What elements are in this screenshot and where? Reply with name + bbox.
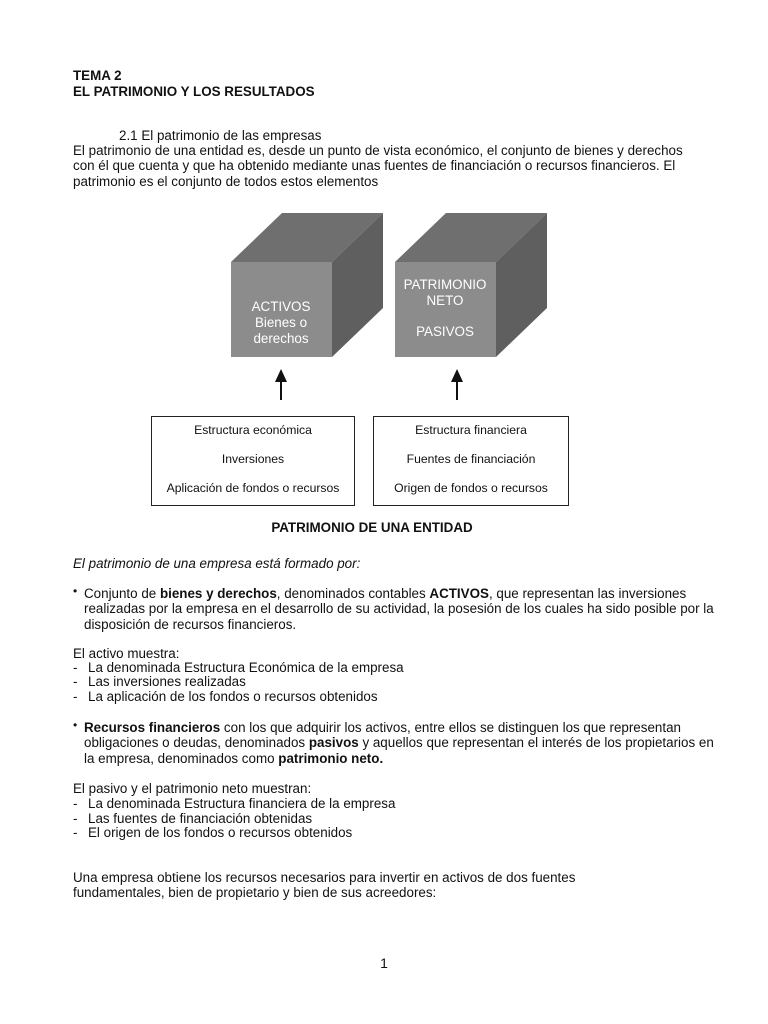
intro-paragraph: El patrimonio de una entidad es, desde un punto de vista económico, el conjunto de bienes y derechos con él que cuenta y que ha obtenido mediante unas fuentes de financiación o recursos financieros. El patrimonio es el conjunto de todos estos elementos	[73, 143, 683, 189]
cube-patrimonio-line3: PASIVOS	[416, 324, 474, 339]
doc-title: EL PATRIMONIO Y LOS RESULTADOS	[73, 84, 315, 99]
cube-activos-line3: derechos	[253, 331, 309, 346]
box-left-line1: Estructura económica	[194, 423, 312, 437]
activo-heading: El activo muestra:	[73, 646, 180, 661]
bullet-mark: •	[73, 718, 78, 732]
box-estructura-financiera	[373, 416, 569, 506]
box-left-line2: Inversiones	[221, 452, 285, 466]
doc-tema: TEMA 2	[73, 68, 122, 83]
cube-activos	[231, 213, 383, 357]
closing-paragraph: Una empresa obtiene los recursos necesarios para invertir en activos de dos fuentes fundamentales, bien de propietario y bien de sus acreedores:	[73, 870, 576, 901]
arrow-up-left-icon	[275, 369, 287, 400]
bold-bienes-derechos: bienes y derechos	[159, 586, 277, 601]
bold-pasivos: pasivos	[308, 735, 359, 751]
cube-patrimonio-line2: NETO	[426, 293, 464, 308]
cube-activos-line1: ACTIVOS	[251, 299, 311, 314]
cube-patrimonio-line1: PATRIMONIO	[403, 277, 487, 292]
bold-activos: ACTIVOS	[429, 586, 489, 601]
cube-activos-line2: Bienes o	[254, 315, 308, 330]
patrimonio-diagram	[200, 205, 570, 405]
arrow-up-right-icon	[451, 369, 463, 400]
bullet-mark: •	[73, 584, 78, 598]
diagram-caption: PATRIMONIO DE UNA ENTIDAD	[271, 520, 473, 535]
box-right-line1: Estructura financiera	[415, 423, 527, 437]
bold-patrimonio-neto: patrimonio neto.	[278, 750, 384, 766]
pasivo-heading: El pasivo y el patrimonio neto muestran:	[73, 781, 312, 796]
bold-recursos-financieros: Recursos financieros	[84, 720, 221, 735]
page-number: 1	[380, 955, 388, 971]
section-heading: 2.1 El patrimonio de las empresas	[119, 128, 322, 143]
body-italic-intro: El patrimonio de una empresa está formado por:	[73, 556, 361, 571]
box-right-line2: Fuentes de financiación	[406, 452, 536, 466]
box-right-line3: Origen de fondos o recursos	[394, 481, 548, 495]
cube-patrimonio	[395, 213, 547, 357]
box-left-line3: Aplicación de fondos o recursos	[166, 481, 340, 495]
box-estructura-economica	[151, 416, 355, 506]
